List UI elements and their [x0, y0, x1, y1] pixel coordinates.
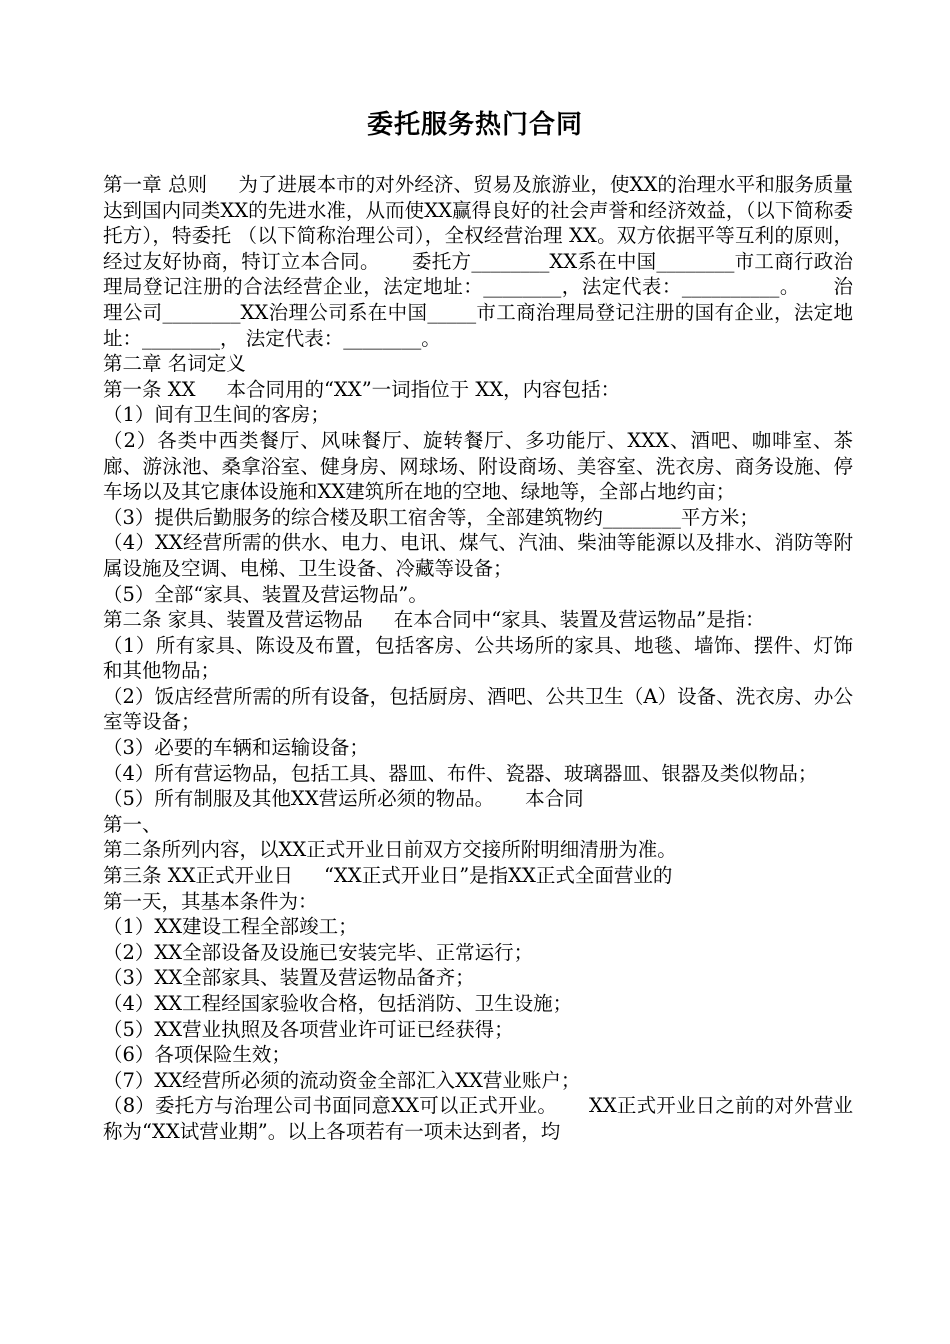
- paragraph-item: （5）所有制服及其他XX营运所必须的物品。 本合同: [103, 787, 584, 811]
- paragraph-item: （3）必要的车辆和运输设备；: [103, 736, 369, 760]
- paragraph-item: （1）XX建设工程全部竣工；: [103, 915, 358, 939]
- paragraph-item: （3）提供后勤服务的综合楼及职工宿舍等，全部建筑物约________平方米；: [103, 505, 759, 529]
- paragraph-item: （5）XX营业执照及各项营业许可证已经获得；: [103, 1017, 514, 1041]
- paragraph-item: （5）全部“家具、装置及营运物品”。: [103, 582, 428, 606]
- paragraph-line: 第二条所列内容，以XX正式开业日前双方交接所附明细清册为准。: [103, 838, 677, 862]
- paragraph-item: （4）XX工程经国家验收合格，包括消防、卫生设施；: [103, 992, 573, 1015]
- paragraph-item: （7）XX经营所必须的流动资金全部汇入XX营业账户；: [103, 1068, 581, 1092]
- paragraph-item: （1）所有家具、陈设及布置，包括客房、公共场所的家具、地毯、墙饰、摆件、灯饰和其他物品；: [103, 633, 853, 683]
- document-title: 委托服务热门合同: [366, 110, 583, 140]
- paragraph-chapter-two-heading: 第二章 名词定义: [103, 352, 246, 376]
- paragraph-item: （6）各项保险生效；: [103, 1043, 291, 1067]
- paragraph-item: （3）XX全部家具、装置及营运物品备齐；: [103, 966, 475, 990]
- paragraph-article-one: 第一条 XX 本合同用的“XX”一词指位于 XX，内容包括：: [103, 377, 621, 401]
- paragraph-item: （4）XX经营所需的供水、电力、电讯、煤气、汽油、柴油等能源以及排水、消防等附属设施及空调、电梯、卫生设备、冷藏等设备；: [103, 531, 853, 580]
- paragraph-item: （8）委托方与治理公司书面同意XX可以正式开业。 XX正式开业日之前的对外营业称为“XX试营业期”。以上各项若有一项未达到者，均: [103, 1094, 853, 1143]
- paragraph-general-provisions: 第一章 总则 为了进展本市的对外经济、贸易及旅游业，使XX的治理水平和服务质量达到国内同类XX的先进水准，从而使XX赢得良好的社会声誉和经济效益，（以下简称委托方），特委托 （以下简称治理公司），全权经营治理 XX。双方依据平等互利的原则，经过友好协商，特订立本合同。 委托方________XX系在中国________市工商行政治理局登记注册的合法经营企业，法定地址：________，法定代表：__________。 治理公司________XX治理公司系在中国_____市工商治理局登记注册的国有企业，法定地址：________， 法定代表：________。: [103, 173, 853, 350]
- paragraph-item: （2）各类中西类餐厅、风味餐厅、旋转餐厅、多功能厅、XXX、酒吧、咖啡室、茶廊、游泳池、桑拿浴室、健身房、网球场、附设商场、美容室、洗衣房、商务设施、停车场以及其它康体设施和XX建筑所在地的空地、绿地等，全部占地约亩；: [103, 428, 853, 504]
- paragraph-line: 第一天，其基本条件为：: [103, 889, 318, 913]
- paragraph-article-three: 第三条 XX正式开业日 “XX正式开业日”是指XX正式全面营业的: [103, 864, 673, 888]
- paragraph-item: （4）所有营运物品，包括工具、器皿、布件、瓷器、玻璃器皿、银器及类似物品；: [103, 761, 818, 785]
- document-body: [103, 172, 853, 1145]
- paragraph-line: 第一、: [103, 812, 162, 836]
- paragraph-item: （1）间有卫生间的客房；: [103, 403, 330, 427]
- paragraph-item: （2）XX全部设备及设施已安装完毕、正常运行；: [103, 940, 534, 964]
- paragraph-item: （2）饭店经营所需的所有设备，包括厨房、酒吧、公共卫生（A）设备、洗衣房、办公室等设备；: [103, 684, 853, 734]
- paragraph-article-two: 第二条 家具、装置及营运物品 在本合同中“家具、装置及营运物品”是指：: [103, 608, 765, 632]
